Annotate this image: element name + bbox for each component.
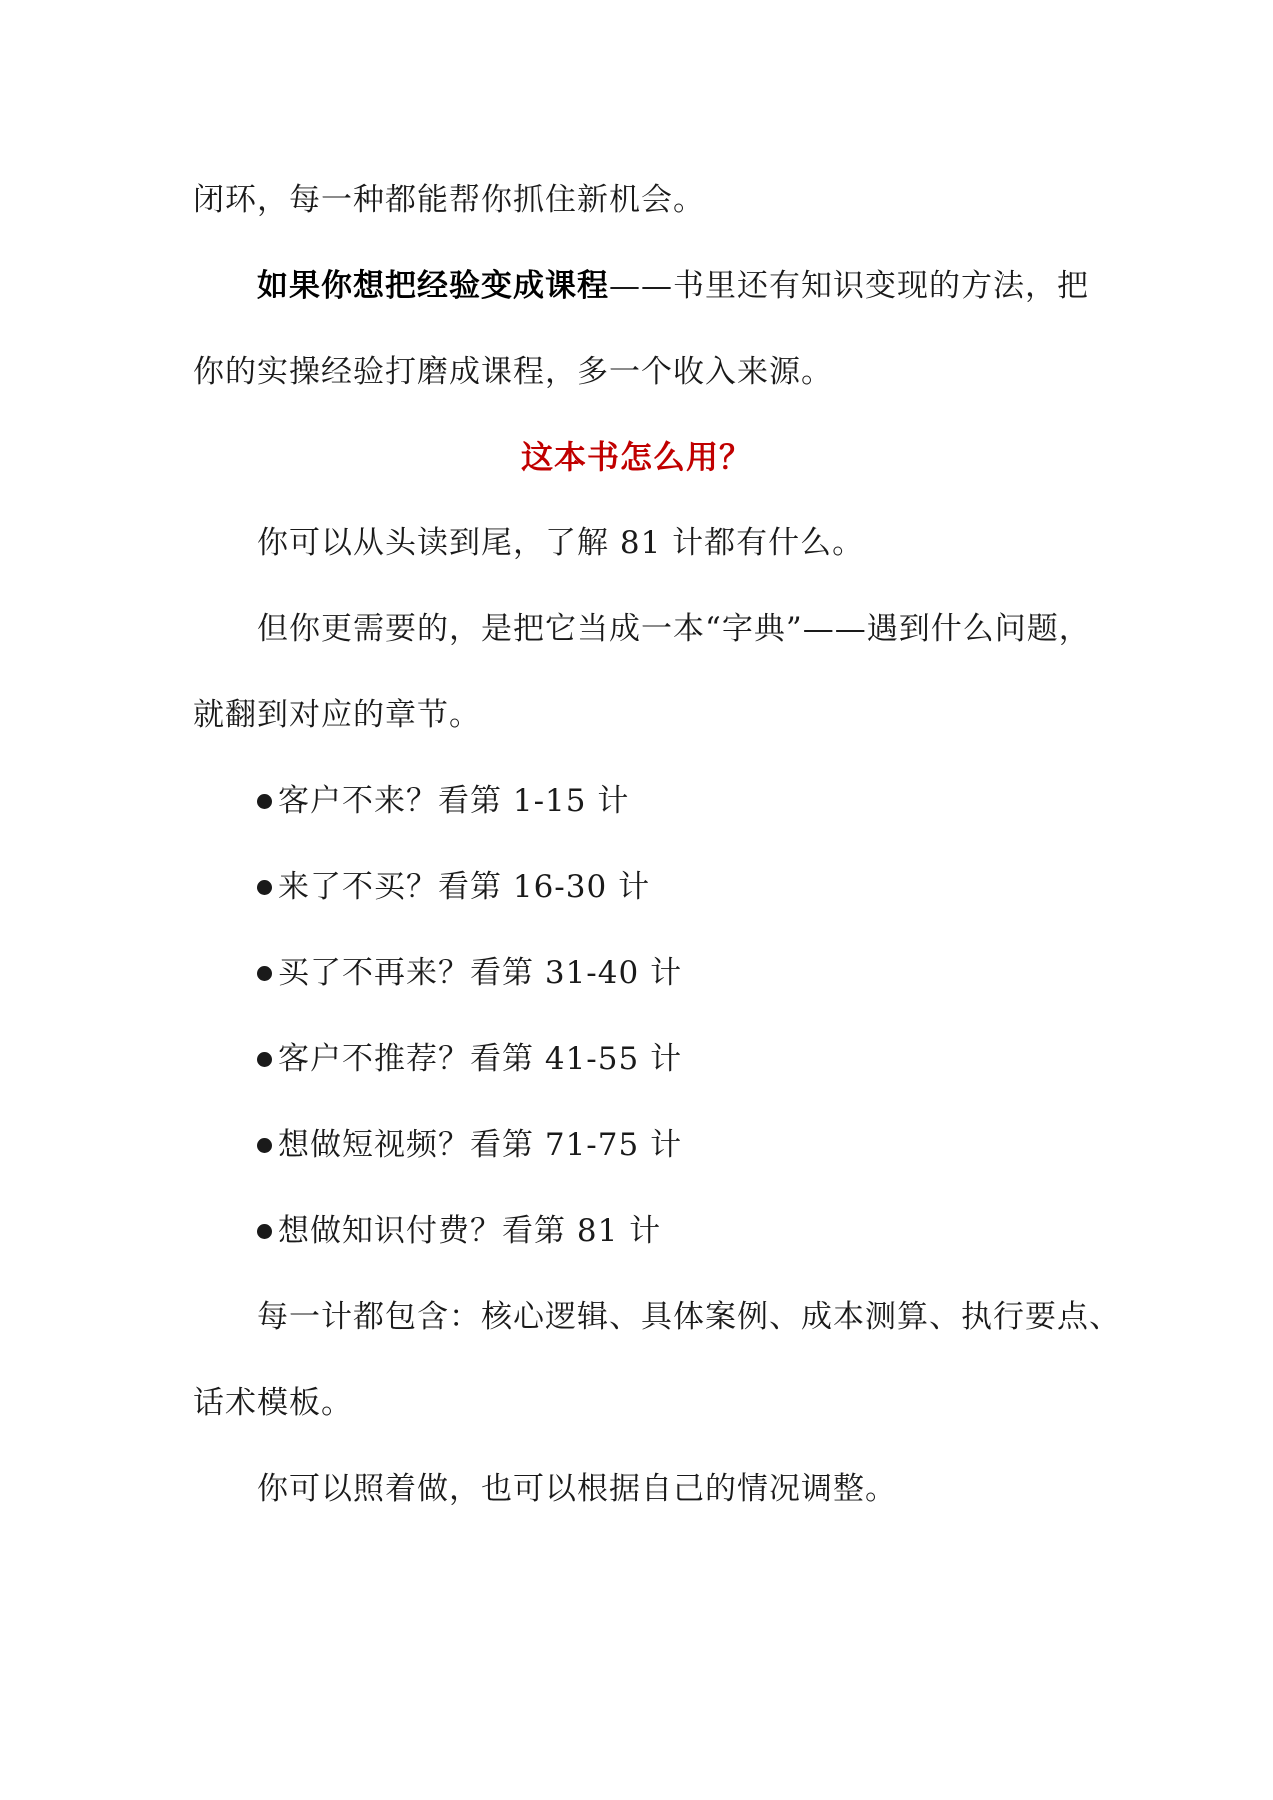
text-span: 你的实操经验打磨成课程，多一个收入来源。 [193, 354, 833, 390]
list-item [257, 781, 1157, 821]
text-span: 闭环，每一种都能帮你抓住新机会。 [193, 182, 705, 218]
list-item-text: 客户不推荐？看第 41-55 计 [278, 1041, 683, 1077]
paragraph-line [193, 695, 1093, 735]
list-item [257, 1125, 1157, 1165]
bullet-icon [257, 1138, 272, 1153]
paragraph-line [257, 609, 1157, 649]
paragraph-line [193, 352, 1093, 392]
list-item-text: 买了不再来？看第 31-40 计 [278, 955, 683, 991]
paragraph-line [257, 523, 1157, 563]
text-span: 每一计都包含：核心逻辑、具体案例、成本测算、执行要点、 [257, 1299, 1121, 1335]
text-span: 但你更需要的，是把它当成一本“字典”——遇到什么问题， [257, 611, 1091, 647]
list-item-text: 想做短视频？看第 71-75 计 [278, 1127, 683, 1163]
list-item-text: 客户不来？看第 1-15 计 [278, 783, 630, 819]
list-item [257, 1211, 1157, 1251]
list-item [257, 1039, 1157, 1079]
list-item-text: 来了不买？看第 16-30 计 [278, 869, 651, 905]
bullet-icon [257, 794, 272, 809]
text-span: 你可以照着做，也可以根据自己的情况调整。 [257, 1471, 897, 1507]
text-span: 你可以从头读到尾，了解 81 计都有什么。 [257, 525, 865, 561]
list-item [257, 867, 1157, 907]
paragraph-line [257, 266, 1157, 306]
bullet-icon [257, 880, 272, 895]
text-span: 话术模板。 [193, 1385, 353, 1421]
paragraph-line [193, 1383, 1093, 1423]
section-heading: 这本书怎么用？ [520, 438, 752, 476]
bullet-icon [257, 1052, 272, 1067]
list-item [257, 953, 1157, 993]
paragraph-line [257, 1297, 1157, 1337]
bold-lead-text: 如果你想把经验变成课程 [257, 268, 609, 304]
text-span: 就翻到对应的章节。 [193, 697, 481, 733]
text-span: ——书里还有知识变现的方法，把 [609, 268, 1089, 304]
paragraph-line [193, 180, 1093, 220]
bullet-icon [257, 966, 272, 981]
list-item-text: 想做知识付费？看第 81 计 [278, 1213, 662, 1249]
bullet-icon [257, 1224, 272, 1239]
paragraph-line [257, 1469, 1157, 1509]
